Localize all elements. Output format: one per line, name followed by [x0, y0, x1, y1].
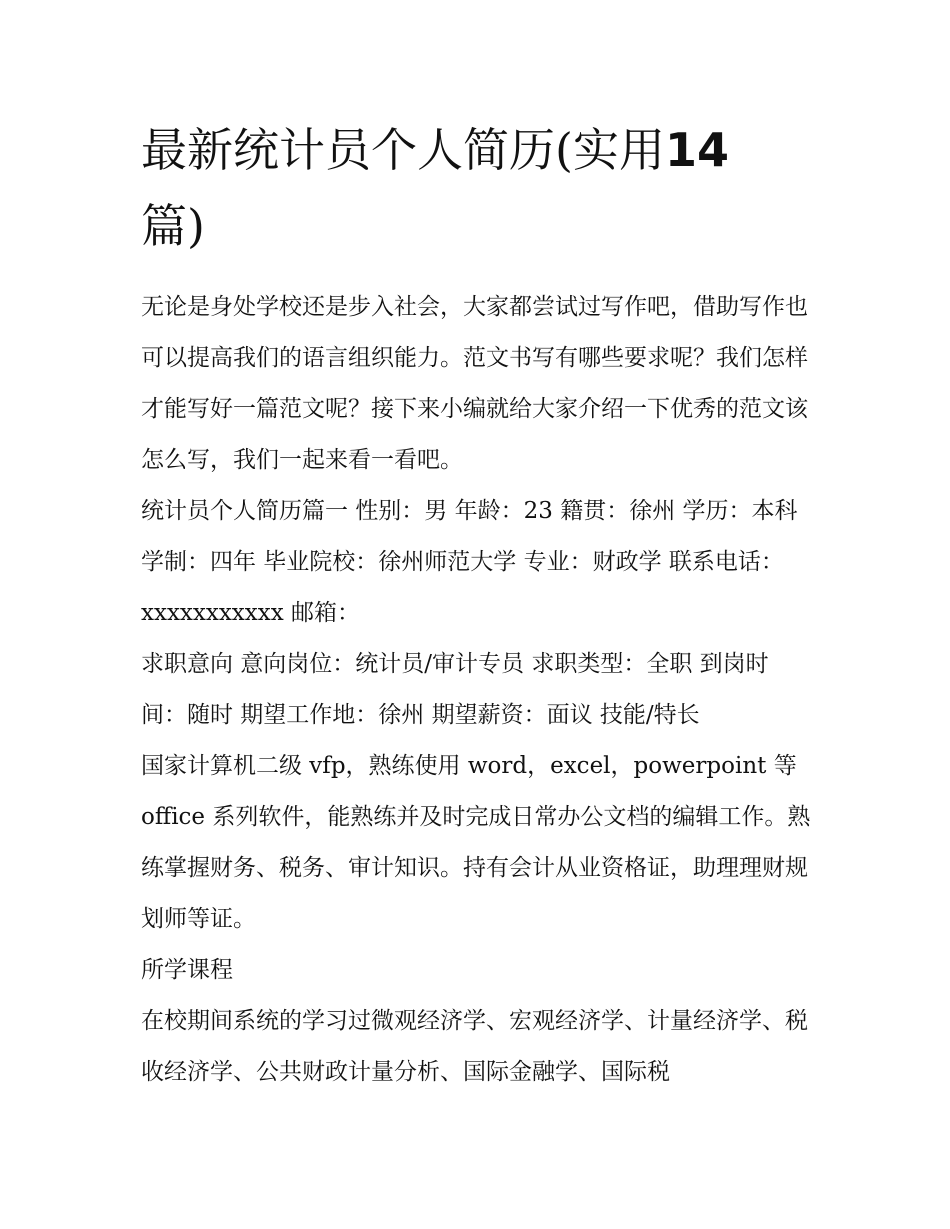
- job-intention-paragraph: 求职意向 意向岗位：统计员/审计专员 求职类型：全职 到岗时间：随时 期望工作地：徐州 期望薪资：面议 技能/特长: [141, 651, 769, 728]
- basic-info-paragraph: 统计员个人简历篇一 性别：男 年龄：23 籍贯：徐州 学历：本科 学制：四年 毕业院校：徐州师范大学 专业：财政学 联系电话：xxxxxxxxxxx 邮箱：: [141, 498, 798, 626]
- courses-heading: 所学课程: [141, 957, 233, 983]
- title-text-end: 篇): [141, 199, 205, 253]
- skills-paragraph: 国家计算机二级 vfp，熟练使用 word，excel，powerpoint 等 office 系列软件，能熟练并及时完成日常办公文档的编辑工作。熟练掌握财务、税务、审计知识。持有会计从业资格证，助理理财规划师等证。: [141, 753, 811, 932]
- intro-paragraph: 无论是身处学校还是步入社会，大家都尝试过写作吧，借助写作也可以提高我们的语言组织能力。范文书写有哪些要求呢？我们怎样才能写好一篇范文呢？接下来小编就给大家介绍一下优秀的范文该怎么写，我们一起来看一看吧。: [141, 294, 808, 473]
- document-title: [141, 112, 813, 264]
- courses-paragraph: 在校期间系统的学习过微观经济学、宏观经济学、计量经济学、税收经济学、公共财政计量分析、国际金融学、国际税: [141, 1008, 808, 1085]
- document-body: [141, 112, 813, 1098]
- title-text: 最新统计员个人简历(实用: [141, 123, 665, 177]
- title-number: 14: [664, 123, 729, 177]
